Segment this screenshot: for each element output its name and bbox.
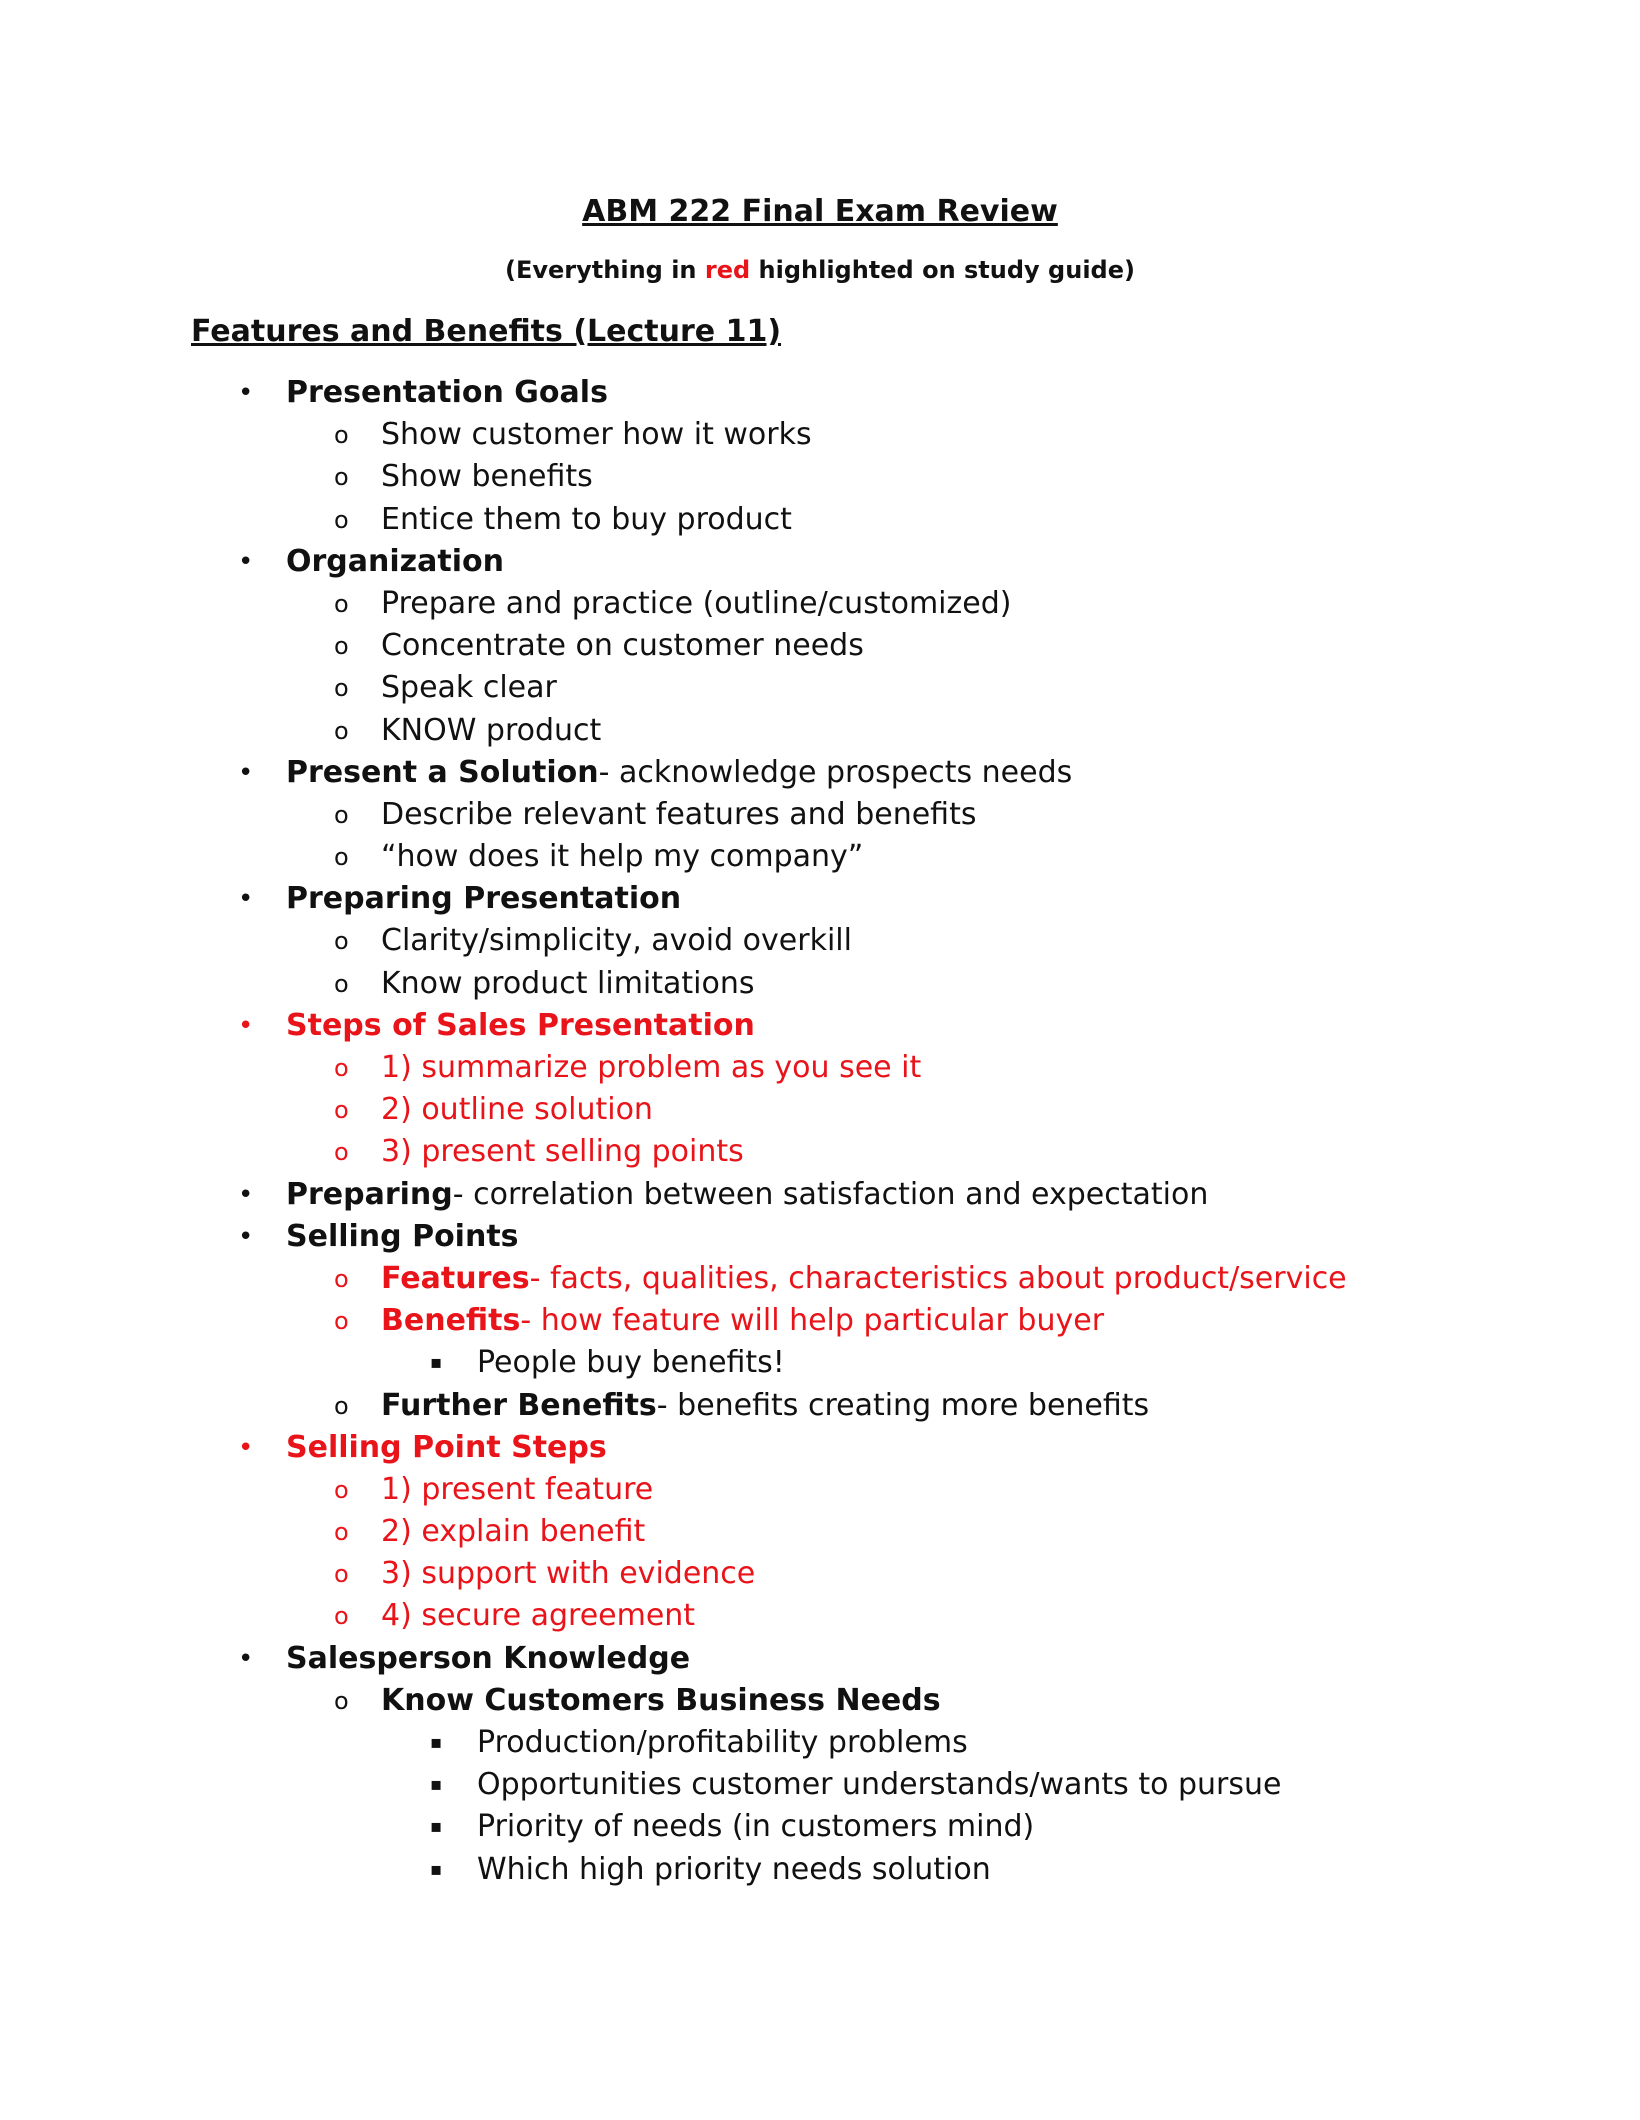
outline-item-present-solution — [0, 752, 1640, 794]
item-text: 2) outline solution — [381, 1092, 653, 1128]
list-item — [0, 456, 1640, 498]
list-item-know-needs — [0, 1680, 1640, 1722]
item-label: Benefits — [381, 1303, 521, 1339]
list-item — [0, 794, 1640, 836]
list-item — [0, 1089, 1640, 1131]
circle-marker: o — [334, 969, 349, 998]
item-text: 3) present selling points — [381, 1134, 744, 1170]
outline-item-selling-points — [0, 1216, 1640, 1258]
list-item — [0, 836, 1640, 878]
circle-marker: o — [334, 1138, 349, 1167]
item-text: - how feature will help particular buyer — [520, 1303, 1105, 1339]
circle-marker: o — [334, 927, 349, 956]
item-text: KNOW product — [381, 712, 602, 748]
circle-marker: o — [334, 1602, 349, 1631]
item-label: Selling Point Steps — [286, 1429, 607, 1465]
list-item-features — [0, 1258, 1640, 1300]
section-heading: Features and Benefits (Lecture 11) — [191, 314, 782, 349]
outline-item-preparing — [0, 1174, 1640, 1216]
document-subtitle — [0, 256, 1640, 284]
list-item — [0, 920, 1640, 962]
item-text: Show benefits — [381, 459, 593, 495]
circle-marker: o — [334, 1054, 349, 1082]
item-label: Steps of Sales Presentation — [286, 1007, 755, 1043]
circle-marker: o — [334, 1264, 349, 1293]
item-label: Present a Solution — [286, 754, 599, 790]
item-text: Show customer how it works — [381, 417, 812, 453]
item-label: Features — [381, 1260, 530, 1296]
bullet-marker: • — [238, 1643, 254, 1674]
list-item — [0, 1595, 1640, 1637]
square-marker: ▪ — [430, 1732, 443, 1753]
circle-marker: o — [334, 716, 349, 745]
item-text: - acknowledge prospects needs — [598, 754, 1073, 790]
subtitle-after: highlighted on study guide) — [750, 256, 1135, 284]
square-marker: ▪ — [430, 1774, 443, 1796]
outline-item-selling-point-steps — [0, 1427, 1640, 1469]
document-title: ABM 222 Final Exam Review — [582, 194, 1058, 229]
bullet-marker: • — [238, 1010, 254, 1041]
circle-marker: o — [334, 421, 349, 450]
item-text: 3) support with evidence — [381, 1556, 756, 1592]
item-text: Which high priority needs solution — [477, 1851, 991, 1887]
list-item — [0, 1342, 1640, 1384]
circle-marker: o — [334, 1560, 349, 1589]
item-label: Preparing Presentation — [286, 881, 682, 917]
item-label: Selling Points — [286, 1218, 519, 1254]
item-text: 4) secure agreement — [381, 1598, 696, 1634]
list-item — [0, 1722, 1640, 1764]
list-item — [0, 1806, 1640, 1848]
bullet-marker: • — [238, 378, 254, 408]
list-item — [0, 1131, 1640, 1173]
list-item — [0, 710, 1640, 752]
list-item-benefits — [0, 1300, 1640, 1342]
item-label: Organization — [286, 543, 504, 579]
bullet-marker: • — [238, 1221, 254, 1252]
outline-item-salesperson-knowledge — [0, 1638, 1640, 1680]
list-item — [0, 1764, 1640, 1806]
list-item — [0, 1553, 1640, 1595]
item-text: - benefits creating more benefits — [656, 1387, 1150, 1423]
item-label: Presentation Goals — [286, 375, 608, 410]
item-text: Concentrate on customer needs — [381, 628, 864, 664]
item-text: Know product limitations — [381, 965, 755, 1001]
outline-item-preparing-presentation — [0, 878, 1640, 920]
circle-marker: o — [334, 589, 349, 618]
item-label: Preparing — [286, 1176, 453, 1212]
outline-item-presentation-goals — [0, 372, 1640, 414]
circle-marker: o — [334, 463, 349, 492]
outline-list — [0, 372, 1640, 1891]
list-item — [0, 499, 1640, 541]
outline-item-organization — [0, 541, 1640, 583]
item-text: - correlation between satisfaction and expectation — [452, 1176, 1209, 1212]
list-item — [0, 1047, 1640, 1089]
square-marker: ▪ — [430, 1352, 443, 1374]
item-text: Opportunities customer understands/wants to pursue — [477, 1767, 1282, 1803]
bullet-marker: • — [238, 884, 254, 915]
circle-marker: o — [334, 1686, 349, 1715]
circle-marker: o — [334, 505, 349, 534]
circle-marker: o — [334, 843, 349, 872]
item-text: Speak clear — [381, 670, 557, 706]
item-text: Production/profitability problems — [477, 1725, 968, 1760]
circle-marker: o — [334, 674, 349, 703]
list-item-further-benefits — [0, 1385, 1640, 1427]
item-text: People buy benefits! — [477, 1345, 785, 1381]
subtitle-before: (Everything in — [505, 256, 705, 284]
list-item — [0, 1511, 1640, 1553]
subtitle-highlight-word: red — [704, 256, 751, 284]
item-text: Prepare and practice (outline/customized) — [381, 585, 1012, 621]
item-text: - facts, qualities, characteristics about product/service — [529, 1260, 1347, 1296]
circle-marker: o — [334, 1391, 349, 1420]
outline-item-steps-sales-presentation — [0, 1005, 1640, 1047]
square-marker: ▪ — [430, 1816, 443, 1838]
item-text: 2) explain benefit — [381, 1514, 646, 1550]
circle-marker: o — [334, 1096, 349, 1125]
bullet-marker: • — [238, 757, 254, 788]
item-text: Describe relevant features and benefits — [381, 796, 977, 832]
list-item — [0, 1849, 1640, 1891]
item-text: Clarity/simplicity, avoid overkill — [381, 923, 852, 959]
circle-marker: o — [334, 1518, 349, 1547]
bullet-marker: • — [238, 546, 254, 577]
list-item — [0, 1469, 1640, 1511]
item-text: Priority of needs (in customers mind) — [477, 1809, 1035, 1845]
item-label: Further Benefits — [381, 1387, 657, 1423]
item-text: 1) present feature — [381, 1471, 654, 1507]
item-text: 1) summarize problem as you see it — [381, 1050, 922, 1085]
item-text: Entice them to buy product — [381, 501, 792, 537]
circle-marker: o — [334, 1307, 349, 1336]
item-text: “how does it help my company” — [381, 839, 864, 875]
bullet-marker: • — [238, 1179, 254, 1210]
item-label: Know Customers Business Needs — [381, 1682, 941, 1718]
circle-marker: o — [334, 1475, 349, 1504]
circle-marker: o — [334, 632, 349, 661]
item-label: Salesperson Knowledge — [286, 1640, 691, 1676]
list-item — [0, 583, 1640, 625]
bullet-marker: • — [238, 1432, 254, 1463]
circle-marker: o — [334, 800, 349, 829]
list-item — [0, 625, 1640, 667]
square-marker: ▪ — [430, 1858, 443, 1880]
list-item — [0, 667, 1640, 709]
list-item — [0, 414, 1640, 456]
list-item — [0, 963, 1640, 1005]
